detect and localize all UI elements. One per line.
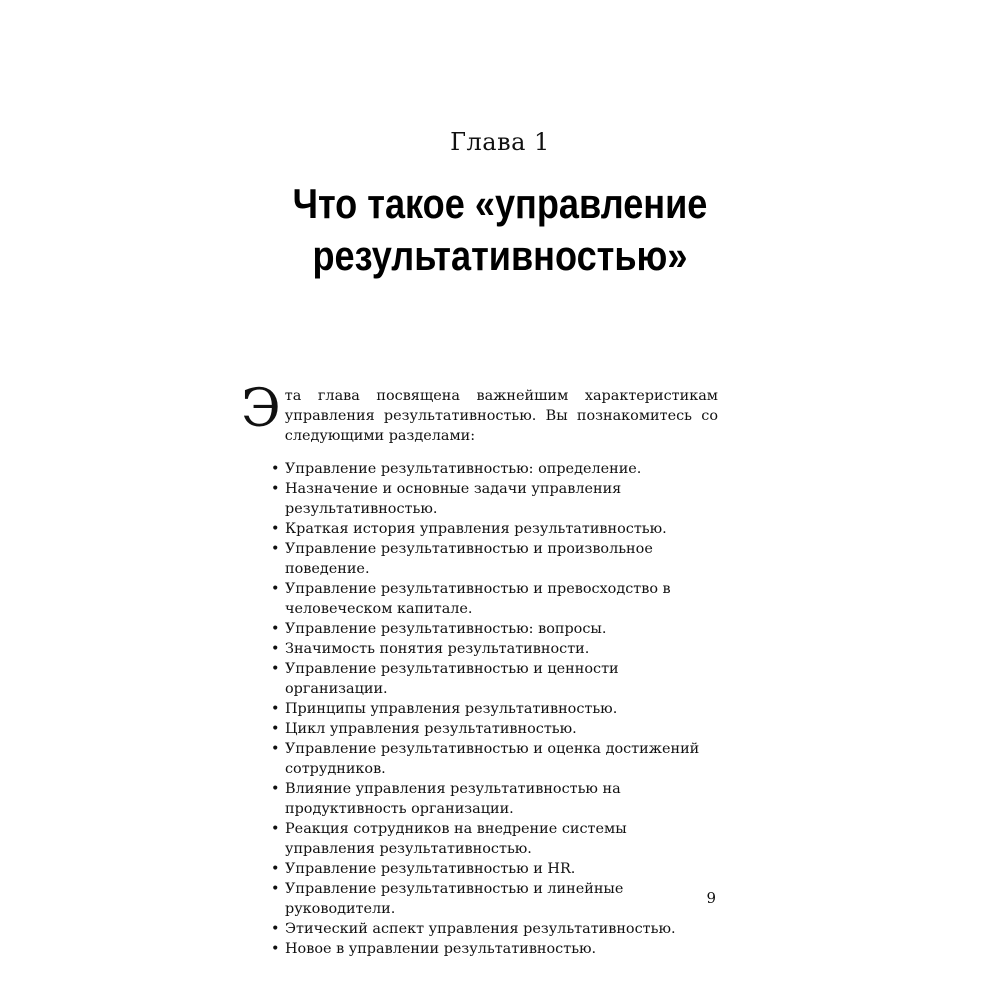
- bullet-icon: •: [271, 521, 280, 537]
- bullet-icon: •: [271, 741, 280, 757]
- list-item: [244, 579, 718, 619]
- bullet-icon: •: [271, 541, 280, 557]
- section-list: [244, 459, 718, 959]
- list-item-text: Управление результативностью и оценка достижений сотрудников.: [285, 741, 700, 777]
- chapter-title: [70, 178, 930, 282]
- list-item: [244, 699, 718, 719]
- list-item-text: Управление результативностью: определение.: [285, 461, 642, 477]
- list-item-text: Краткая история управления результативностью.: [285, 521, 667, 537]
- list-item: [244, 519, 718, 539]
- page-number: 9: [706, 889, 716, 907]
- list-item: [244, 859, 718, 879]
- list-item-text: Управление результативностью и HR.: [285, 861, 576, 877]
- chapter-title-line-1: Что такое «управление: [292, 180, 708, 227]
- list-item: [244, 639, 718, 659]
- chapter-title-line-2: результативностью»: [312, 232, 688, 279]
- bullet-icon: •: [271, 721, 280, 737]
- bullet-icon: •: [271, 581, 280, 597]
- list-item: [244, 659, 718, 699]
- list-item: [244, 739, 718, 779]
- list-item: [244, 539, 718, 579]
- bullet-icon: •: [271, 781, 280, 797]
- chapter-label: Глава 1: [450, 128, 550, 156]
- list-item-text: Назначение и основные задачи управления результативностью.: [285, 481, 622, 517]
- list-item-text: Значимость понятия результативности.: [285, 641, 590, 657]
- list-item: [244, 719, 718, 739]
- bullet-icon: •: [271, 621, 280, 637]
- list-item: [244, 879, 718, 919]
- bullet-icon: •: [271, 701, 280, 717]
- list-item-text: Влияние управления результативностью на продуктивность организации.: [285, 781, 621, 817]
- list-item: [244, 779, 718, 819]
- intro-paragraph: [241, 379, 718, 446]
- list-item: [244, 939, 718, 959]
- list-item-text: Принципы управления результативностью.: [285, 701, 618, 717]
- list-item-text: Управление результативностью: вопросы.: [285, 621, 607, 637]
- list-item-text: Управление результативностью и ценности организации.: [285, 661, 619, 697]
- bullet-icon: •: [271, 481, 280, 497]
- list-item-text: Управление результативностью и произвольное поведение.: [285, 541, 653, 577]
- list-item-text: Этический аспект управления результативностью.: [285, 921, 676, 937]
- bullet-icon: •: [271, 861, 280, 877]
- bullet-icon: •: [271, 821, 280, 837]
- bullet-icon: •: [271, 641, 280, 657]
- bullet-icon: •: [271, 941, 280, 957]
- bullet-icon: •: [271, 461, 280, 477]
- bullet-icon: •: [271, 921, 280, 937]
- list-item-text: Новое в управлении результативностью.: [285, 941, 597, 957]
- drop-cap: Э: [241, 379, 281, 439]
- list-item: [244, 619, 718, 639]
- list-item: [244, 919, 718, 939]
- list-item: [244, 479, 718, 519]
- list-item: [244, 459, 718, 479]
- list-item-text: Реакция сотрудников на внедрение системы управления результативностью.: [285, 821, 627, 857]
- list-item: [244, 819, 718, 859]
- list-item-text: Цикл управления результативностью.: [285, 721, 577, 737]
- chapter-body: [241, 379, 718, 959]
- bullet-icon: •: [271, 881, 280, 897]
- list-item-text: Управление результативностью и превосходство в человеческом капитале.: [285, 581, 671, 617]
- bullet-icon: •: [271, 661, 280, 677]
- intro-text: та глава посвящена важнейшим характеристикам управления результативностью. Вы познакомитесь со следующими разделами:: [284, 388, 718, 444]
- list-item-text: Управление результативностью и линейные руководители.: [285, 881, 624, 917]
